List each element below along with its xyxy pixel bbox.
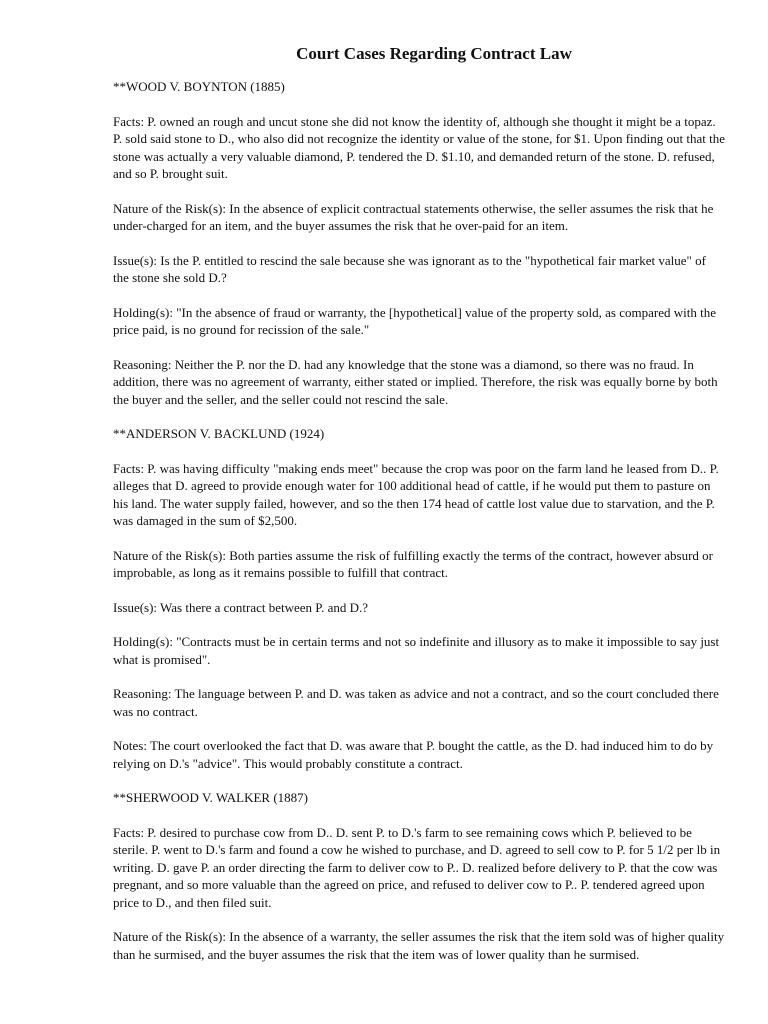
case-paragraph-issue: Issue(s): Is the P. entitled to rescind the sale because she was ignorant as to the "hypothetical fair market value" of the stone she sold D.? [113, 252, 706, 285]
case-section [113, 789, 725, 963]
case-paragraph-facts: Facts: P. owned an rough and uncut stone she did not know the identity of, although she thought it might be a topaz. P. sold said stone to D., who also did not recognize the identity or value of the stone, for $1. Upon finding out that the stone was actually a very valuable diamond, P. tendered the D. $1.10, and demanded return of the stone. D. refused, and so P. brought suit. [113, 113, 725, 181]
case-paragraph-reasoning: Reasoning: Neither the P. nor the D. had any knowledge that the stone was a diamond, so there was no fraud. In addition, there was no agreement of warranty, either stated or implied. Therefore, the risk was equally borne by both the buyer and the seller, and the seller could not rescind the sale. [113, 356, 718, 407]
case-heading: **WOOD V. BOYNTON (1885) [113, 79, 285, 94]
case-heading: **SHERWOOD V. WALKER (1887) [113, 790, 309, 805]
case-paragraph-holding: Holding(s): "Contracts must be in certain terms and not so indefinite and illusory as to make it impossible to say just what is promised". [113, 634, 720, 667]
case-heading: **ANDERSON V. BACKLUND (1924) [113, 426, 325, 441]
case-paragraph-facts: Facts: P. was having difficulty "making ends meet" because the crop was poor on the farm land he leased from D.. P. alleges that D. agreed to provide enough water for 100 additional head of cattle, if he would put them to pasture on his land. The water supply failed, however, and so the then 174 head of cattle lost value due to starvation, and the P. was damaged in the sum of $2,500. [113, 460, 719, 528]
case-paragraph-facts: Facts: P. desired to purchase cow from D.. D. sent P. to D.'s farm to see remaining cows which P. believed to be sterile. P. went to D.'s farm and found a cow he wished to purchase, and D. agreed to sell cow to P. for 5 1/2 per lb in writing. D. gave P. an order directing the farm to deliver cow to P.. D. realized before delivery to P. that the cow was pregnant, and so more valuable than the agreed on price, and refused to deliver cow to P.. P. tendered agreed upon price to D., and then filed suit. [113, 824, 721, 910]
case-section [113, 425, 725, 772]
case-paragraph-notes: Notes: The court overlooked the fact that D. was aware that P. bought the cattle, as the D. had induced him to do by relying on D.'s "advice". This would probably constitute a contract. [113, 738, 714, 771]
case-paragraph-risk: Nature of the Risk(s): In the absence of a warranty, the seller assumes the risk that the item sold was of higher quality than he surmised, and the buyer assumes the risk that the item was of lower quality than he surmised. [113, 929, 725, 962]
case-paragraph-reasoning: Reasoning: The language between P. and D. was taken as advice and not a contract, and so the court concluded there was no contract. [113, 686, 719, 719]
case-section [113, 78, 725, 408]
case-paragraph-risk: Nature of the Risk(s): Both parties assume the risk of fulfilling exactly the terms of the contract, however absurd or improbable, as long as it remains possible to fulfill that contract. [113, 547, 713, 580]
case-paragraph-issue: Issue(s): Was there a contract between P. and D.? [113, 599, 369, 615]
document-title: Court Cases Regarding Contract Law [296, 44, 572, 63]
case-paragraph-risk: Nature of the Risk(s): In the absence of explicit contractual statements otherwise, the seller assumes the risk that he under-charged for an item, and the buyer assumes the risk that he over-paid for an item. [113, 200, 714, 233]
document-page [113, 44, 725, 980]
case-paragraph-holding: Holding(s): "In the absence of fraud or warranty, the [hypothetical] value of the property sold, as compared with the price paid, is no ground for recission of the sale." [113, 304, 716, 337]
